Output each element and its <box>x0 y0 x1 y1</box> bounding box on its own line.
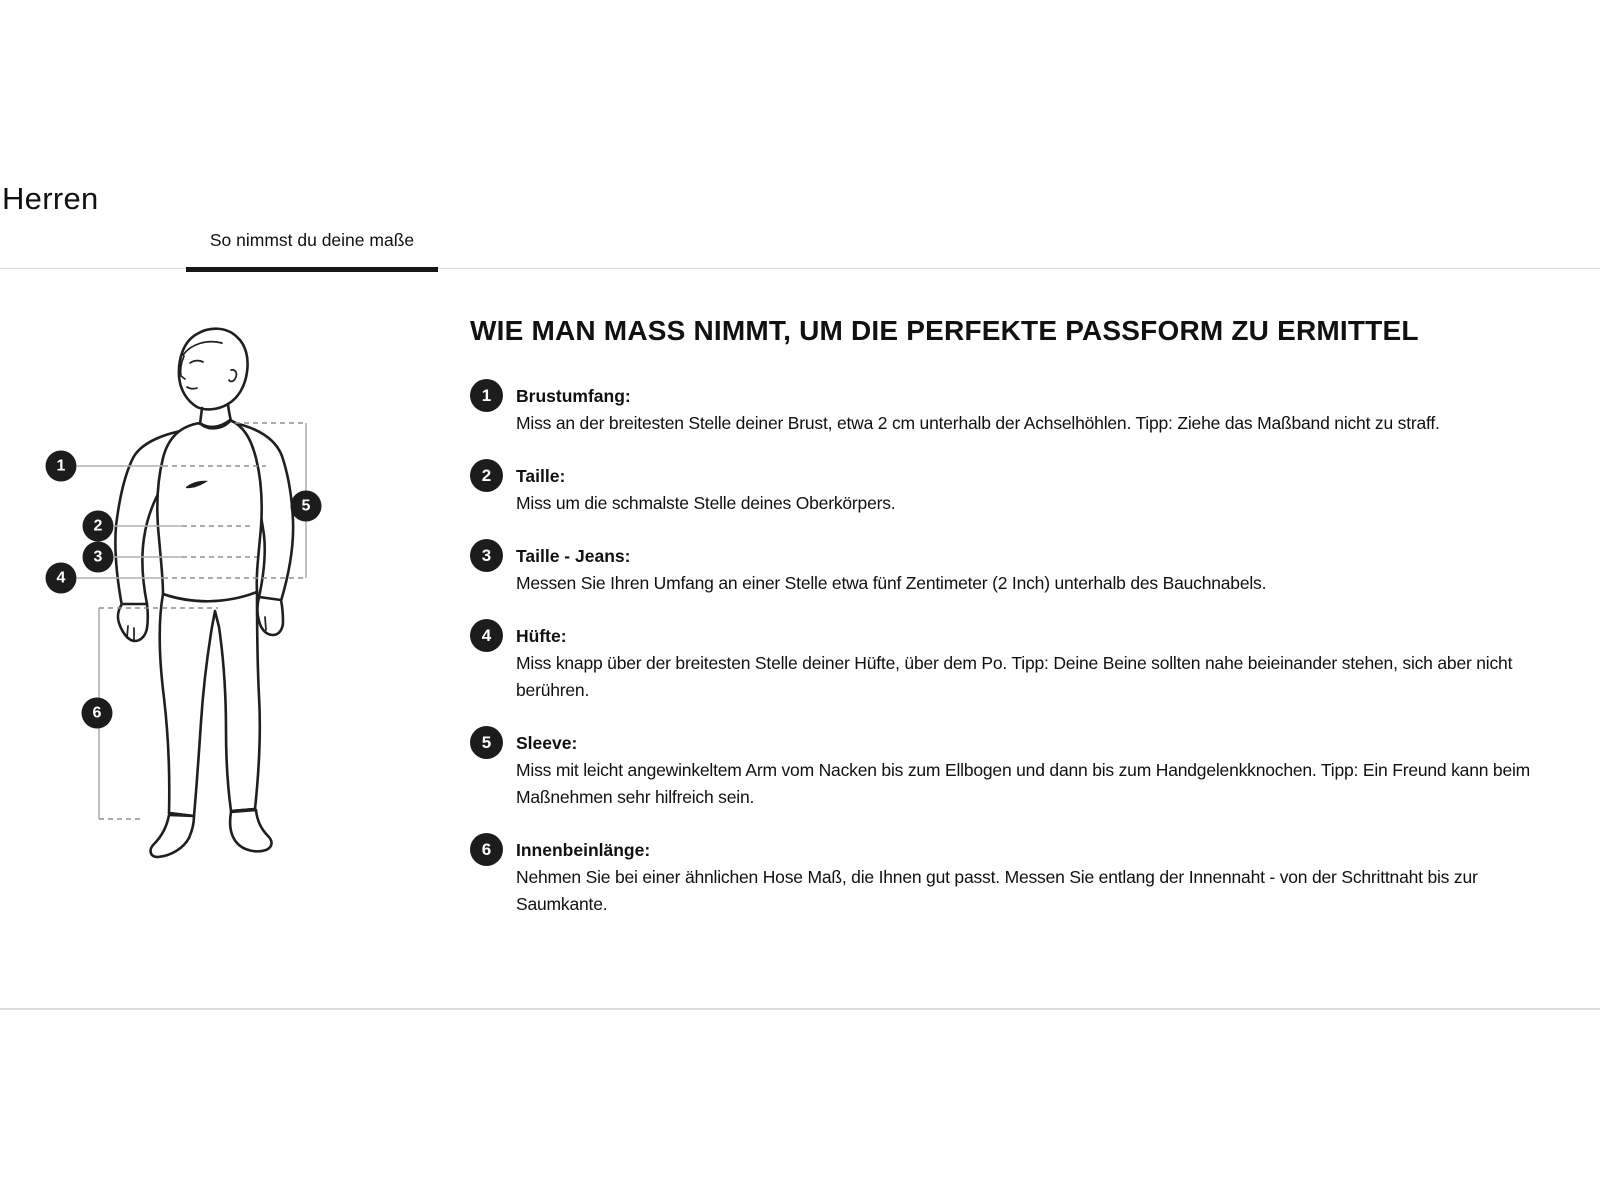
number-badge: 6 <box>470 833 503 866</box>
bottom-divider <box>0 1008 1600 1010</box>
list-item-huefte <box>470 624 1562 704</box>
figure-marker-2 <box>83 511 114 542</box>
svg-text:3: 3 <box>93 548 103 566</box>
list-item-innenbeinlaenge <box>470 838 1562 918</box>
number-badge: 3 <box>470 539 503 572</box>
figure-marker-5 <box>291 491 322 522</box>
figure-marker-4 <box>46 563 77 594</box>
body-measurement-figure <box>30 310 350 880</box>
item-description: Nehmen Sie bei einer ähnlichen Hose Maß, die Ihnen gut passt. Messen Sie entlang der Innennaht - von der Schrittnaht bis zur Saumkante. <box>516 867 1478 914</box>
item-description: Miss knapp über der breitesten Stelle deiner Hüfte, über dem Po. Tipp: Deine Beine sollten nahe beieinander stehen, sich aber nicht berühren. <box>516 653 1513 700</box>
list-item-taille-jeans <box>470 544 1562 597</box>
figure-marker-3 <box>83 542 114 573</box>
list-item-taille <box>470 464 1562 517</box>
section-heading: WIE MAN MASS NIMMT, UM DIE PERFEKTE PASSFORM ZU ERMITTEL <box>470 315 1419 346</box>
item-title: Taille: <box>516 466 566 486</box>
number-badge: 5 <box>470 726 503 759</box>
item-title: Taille - Jeans: <box>516 546 631 566</box>
svg-text:6: 6 <box>92 704 102 722</box>
svg-text:4: 4 <box>56 569 66 587</box>
measurement-instructions <box>470 314 1562 945</box>
svg-text:2: 2 <box>93 517 103 535</box>
item-title: Hüfte: <box>516 626 567 646</box>
item-description: Miss um die schmalste Stelle deines Oberkörpers. <box>516 493 896 513</box>
svg-text:1: 1 <box>56 457 66 475</box>
item-description: Messen Sie Ihren Umfang an einer Stelle etwa fünf Zentimeter (2 Inch) unterhalb des Bauchnabels. <box>516 573 1267 593</box>
number-badge: 1 <box>470 379 503 412</box>
tab-so-nimmst-du-deine-masse[interactable]: So nimmst du deine maße <box>186 230 438 272</box>
figure-marker-1 <box>46 451 77 482</box>
page-title: Herren <box>2 181 99 216</box>
svg-text:5: 5 <box>301 497 311 515</box>
number-badge: 2 <box>470 459 503 492</box>
list-item-sleeve <box>470 731 1562 811</box>
item-description: Miss an der breitesten Stelle deiner Brust, etwa 2 cm unterhalb der Achselhöhlen. Tipp: Ziehe das Maßband nicht zu straff. <box>516 413 1440 433</box>
list-item-brustumfang <box>470 384 1562 437</box>
item-description: Miss mit leicht angewinkeltem Arm vom Nacken bis zum Ellbogen und dann bis zum Handgelenkknochen. Tipp: Ein Freund kann beim Maßnehmen sehr hilfreich sein. <box>516 760 1531 807</box>
figure-marker-6 <box>82 698 113 729</box>
man-outline <box>115 329 293 857</box>
item-title: Brustumfang: <box>516 386 631 406</box>
number-badge: 4 <box>470 619 503 652</box>
item-title: Innenbeinlänge: <box>516 840 651 860</box>
item-title: Sleeve: <box>516 733 578 753</box>
